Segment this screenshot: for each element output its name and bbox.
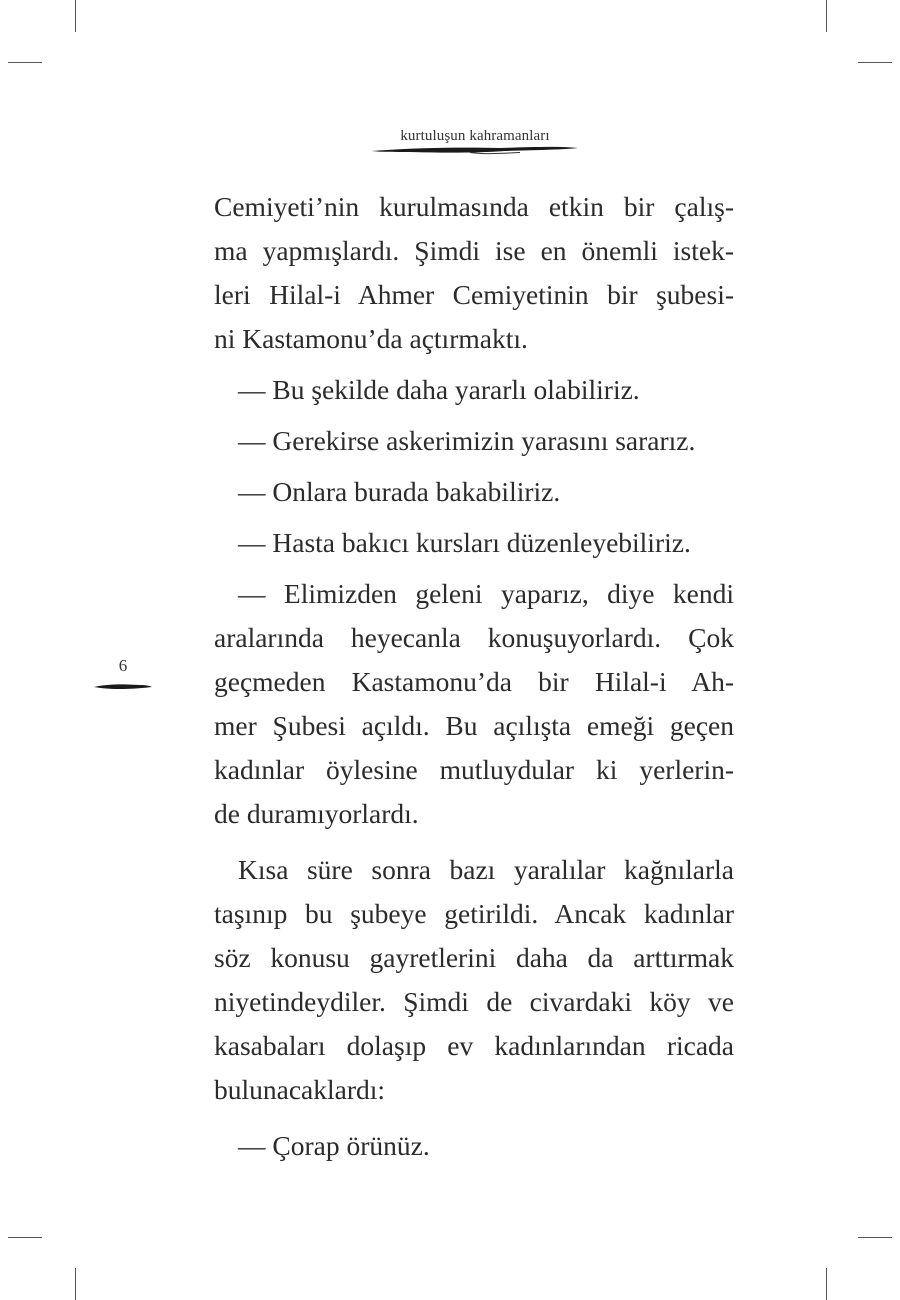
dialogue-line xyxy=(214,1124,734,1168)
crop-mark-bottom-left xyxy=(75,1268,76,1300)
paragraph xyxy=(214,572,734,836)
text-line: Kısa süre sonra bazı yaralılar kağnılarla xyxy=(238,854,734,885)
text-line: mer Şubesi açıldı. Bu açılışta emeği geçen xyxy=(214,710,734,741)
crop-mark-left-top xyxy=(8,62,42,63)
crop-mark-bottom-right xyxy=(826,1268,827,1300)
text-line: ma yapmışlardı. Şimdi ise en önemli istek- xyxy=(214,235,734,266)
text-line: — Elimizden geleni yaparız, diye kendi xyxy=(238,578,734,609)
text-line: — Onlara burada bakabiliriz. xyxy=(238,476,561,507)
running-header xyxy=(360,128,590,155)
page-number-brush-icon xyxy=(92,682,154,691)
text-line: — Çorap örünüz. xyxy=(238,1130,430,1161)
page-number: 6 xyxy=(118,656,128,675)
dialogue-line xyxy=(214,470,734,514)
crop-mark-left-bottom xyxy=(8,1237,42,1238)
text-line: söz konusu gayretlerini daha da arttırmak xyxy=(214,942,734,973)
crop-mark-right-top xyxy=(858,62,892,63)
crop-mark-top-left xyxy=(75,0,76,32)
text-line: ni Kastamonu’da açtırmaktı. xyxy=(214,323,528,354)
text-line: — Bu şekilde daha yararlı olabiliriz. xyxy=(238,374,640,405)
page-number-block xyxy=(92,656,154,695)
text-line: kasabaları dolaşıp ev kadınlarından ricada xyxy=(214,1030,734,1061)
body-text xyxy=(214,185,734,1168)
paragraph xyxy=(214,185,734,361)
text-line: geçmeden Kastamonu’da bir Hilal-i Ah- xyxy=(214,666,734,697)
paragraph xyxy=(214,848,734,1112)
text-line: niyetindeydiler. Şimdi de civardaki köy ve xyxy=(214,986,734,1017)
text-line: aralarında heyecanla konuşuyorlardı. Çok xyxy=(214,622,734,653)
text-line: bulunacaklardı: xyxy=(214,1074,386,1105)
dialogue-line xyxy=(214,521,734,565)
running-title: kurtuluşun kahramanları xyxy=(400,128,550,144)
text-line: — Gerekirse askerimizin yarasını sararız. xyxy=(238,425,696,456)
dialogue-line xyxy=(214,368,734,412)
text-line: leri Hilal-i Ahmer Cemiyetinin bir şubesi- xyxy=(214,279,734,310)
text-line: — Hasta bakıcı kursları düzenleyebiliriz. xyxy=(238,527,691,558)
brush-stroke-icon xyxy=(370,145,580,155)
crop-mark-right-bottom xyxy=(858,1237,892,1238)
text-line: de duramıyorlardı. xyxy=(214,798,419,829)
crop-mark-top-right xyxy=(826,0,827,32)
dialogue-line xyxy=(214,419,734,463)
text-line: kadınlar öylesine mutluydular ki yerlerin- xyxy=(214,754,734,785)
text-line: Cemiyeti’nin kurulmasında etkin bir çalış- xyxy=(214,191,734,222)
text-line: taşınıp bu şubeye getirildi. Ancak kadınlar xyxy=(214,898,734,929)
